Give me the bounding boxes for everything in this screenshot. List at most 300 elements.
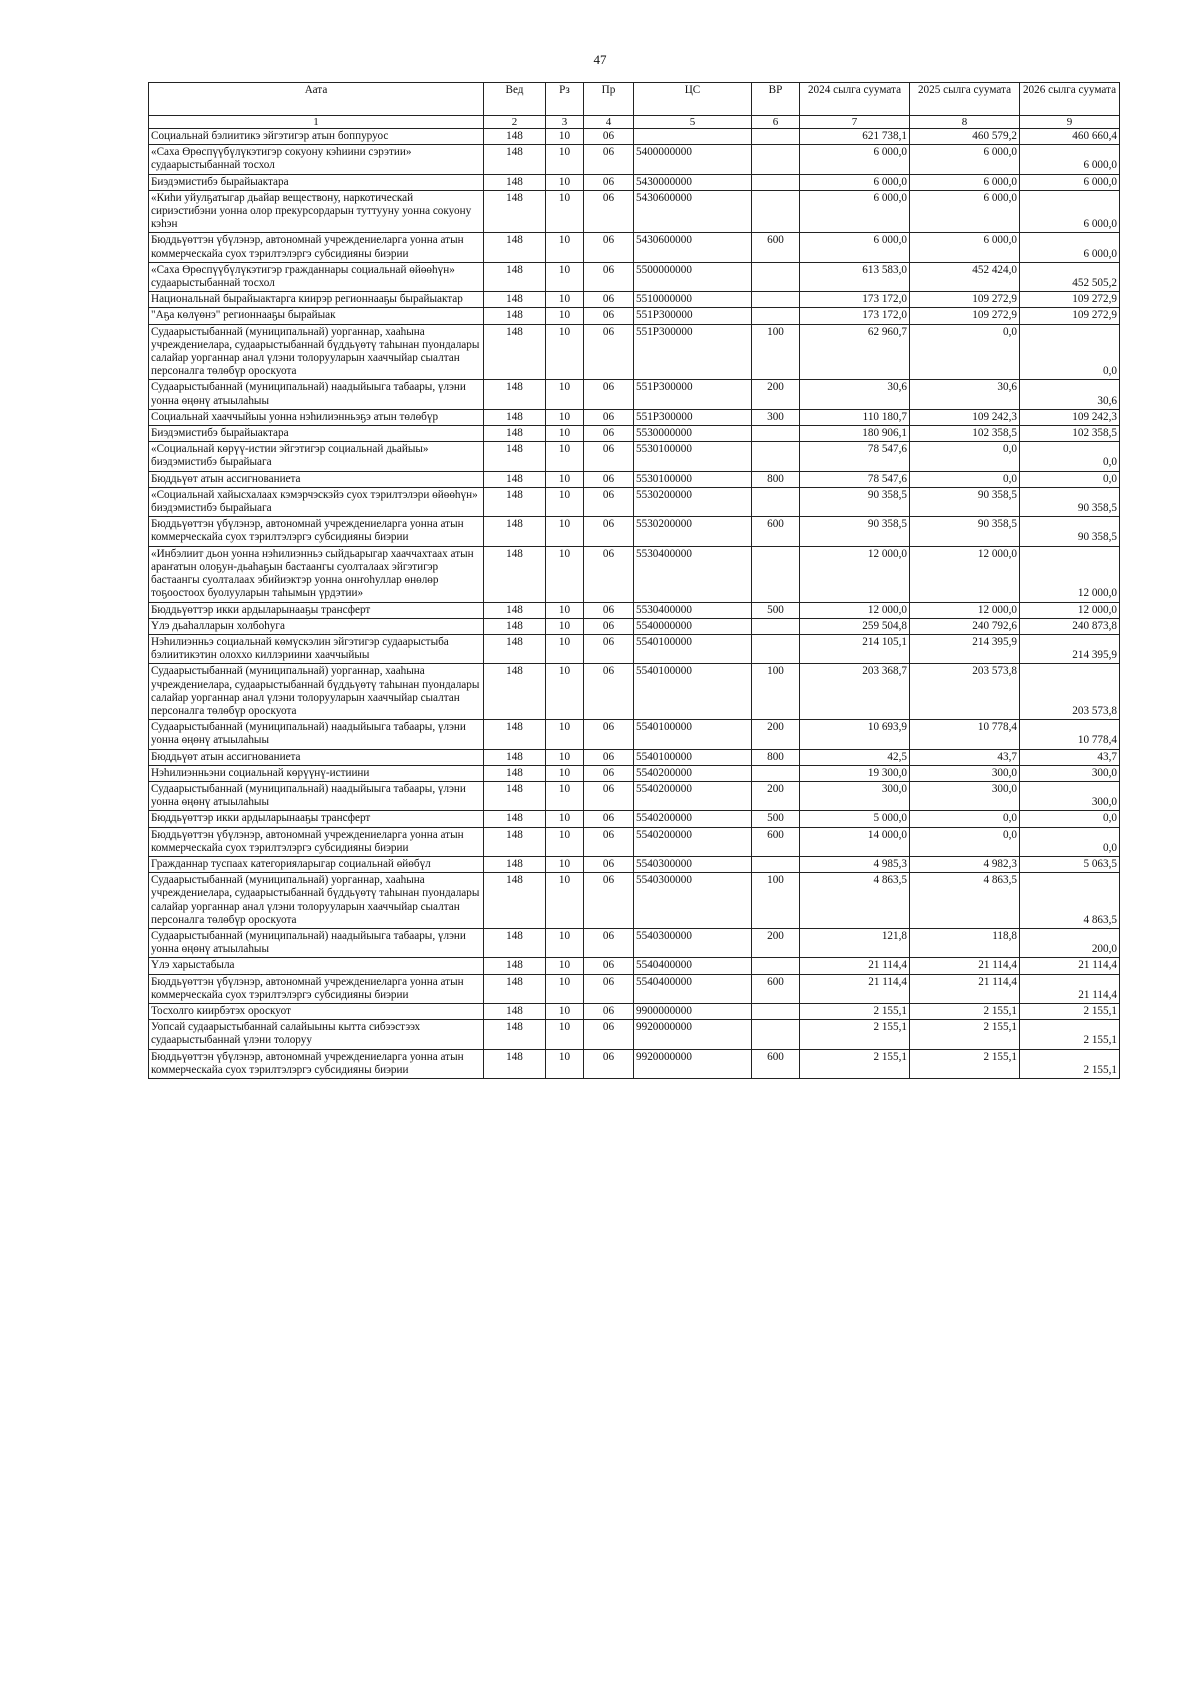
- row-amount-2024: 2 155,1: [800, 1020, 910, 1049]
- table-row: [149, 442, 1120, 471]
- row-amount-2025: 109 272,9: [910, 308, 1020, 324]
- row-name: Бюддьүөттэр икки ардыларынааҕы трансферт: [149, 602, 484, 618]
- row-pr: 06: [584, 602, 634, 618]
- row-rz: 10: [546, 811, 584, 827]
- row-amount-2024: 14 000,0: [800, 827, 910, 856]
- row-ved: 148: [484, 487, 546, 516]
- row-rz: 10: [546, 233, 584, 262]
- header-cell: Пр: [584, 83, 634, 116]
- row-amount-2026: 240 873,8: [1020, 618, 1120, 634]
- row-vr: 200: [752, 380, 800, 409]
- row-name: Бюддьүөттэн үбүлэнэр, автономнай учреждениеларга уонна атын коммерческайа суох тэрилтэлэргэ субсидияны биэрии: [149, 974, 484, 1003]
- table-row: [149, 426, 1120, 442]
- row-name: «Инбэлиит дьон уонна нэһилиэнньэ сыйдьарыгар хааччахтаах атын араҥатын олоҕун-дьаһаҕын бастаангы суолталаах эйгэтигэр бастаангы суолталаах эбийиэктэр уонна онҥоһуллар өнөлөр тоҕоостоох буолууларын таһымын үрдэтии»: [149, 546, 484, 602]
- row-cs: 5540200000: [634, 811, 752, 827]
- row-ved: 148: [484, 471, 546, 487]
- row-pr: 06: [584, 380, 634, 409]
- row-rz: 10: [546, 1020, 584, 1049]
- budget-table: [148, 82, 1120, 1079]
- column-number: 8: [910, 116, 1020, 129]
- table-row: [149, 781, 1120, 810]
- row-cs: 5430600000: [634, 233, 752, 262]
- row-amount-2024: 173 172,0: [800, 308, 910, 324]
- row-amount-2025: 6 000,0: [910, 233, 1020, 262]
- table-row: [149, 546, 1120, 602]
- row-vr: 600: [752, 517, 800, 546]
- row-amount-2024: 300,0: [800, 781, 910, 810]
- row-amount-2026: 300,0: [1020, 781, 1120, 810]
- row-rz: 10: [546, 928, 584, 957]
- table-body: [149, 129, 1120, 1079]
- row-name: «Социальнай хайысхалаах кэмэрчэскэйэ суох тэрилтэлэри өйөөһүн» биэдэмистибэ бырайыага: [149, 487, 484, 516]
- row-name: Үлэ дьаһалларын холбоһуга: [149, 618, 484, 634]
- row-name: Судаарыстыбаннай (муниципальнай) наадыйыыга табаары, үлэни уонна өңөнү атыылаһыы: [149, 720, 484, 749]
- column-number: 7: [800, 116, 910, 129]
- row-pr: 06: [584, 145, 634, 174]
- row-amount-2026: 2 155,1: [1020, 1003, 1120, 1019]
- row-name: Национальнай бырайыактарга киирэр регионнааҕы бырайыактар: [149, 292, 484, 308]
- row-amount-2026: 0,0: [1020, 324, 1120, 380]
- row-name: Биэдэмистибэ бырайыактара: [149, 426, 484, 442]
- row-vr: [752, 765, 800, 781]
- row-rz: 10: [546, 380, 584, 409]
- row-cs: 5500000000: [634, 262, 752, 291]
- row-ved: 148: [484, 928, 546, 957]
- row-name: Судаарыстыбаннай (муниципальнай) наадыйыыга табаары, үлэни уонна өңөнү атыылаһыы: [149, 781, 484, 810]
- row-pr: 06: [584, 811, 634, 827]
- row-cs: 5400000000: [634, 145, 752, 174]
- row-ved: 148: [484, 380, 546, 409]
- row-ved: 148: [484, 1003, 546, 1019]
- row-name: Гражданнар туспаах категорияларыгар социальнай өйөбүл: [149, 856, 484, 872]
- row-vr: 300: [752, 409, 800, 425]
- table-row: [149, 262, 1120, 291]
- table-row: [149, 634, 1120, 663]
- row-amount-2025: 90 358,5: [910, 517, 1020, 546]
- row-vr: 800: [752, 749, 800, 765]
- row-pr: 06: [584, 517, 634, 546]
- row-name: Нэһилиэнньэни социальнай көрүүнү-истиини: [149, 765, 484, 781]
- column-number: 5: [634, 116, 752, 129]
- row-amount-2026: 2 155,1: [1020, 1020, 1120, 1049]
- row-amount-2026: 109 242,3: [1020, 409, 1120, 425]
- row-vr: [752, 856, 800, 872]
- row-amount-2026: 6 000,0: [1020, 174, 1120, 190]
- row-name: «Саха Өрөспүүбүлүкэтигэр гражданнары социальнай өйөөһүн» судаарыстыбаннай тосхол: [149, 262, 484, 291]
- row-amount-2026: 460 660,4: [1020, 129, 1120, 145]
- row-cs: 5530400000: [634, 546, 752, 602]
- row-cs: 5530400000: [634, 602, 752, 618]
- row-cs: 551P300000: [634, 308, 752, 324]
- table-row: [149, 324, 1120, 380]
- row-ved: 148: [484, 442, 546, 471]
- row-pr: 06: [584, 471, 634, 487]
- row-ved: 148: [484, 720, 546, 749]
- row-amount-2026: 10 778,4: [1020, 720, 1120, 749]
- row-rz: 10: [546, 487, 584, 516]
- row-pr: 06: [584, 190, 634, 233]
- row-pr: 06: [584, 409, 634, 425]
- row-pr: 06: [584, 749, 634, 765]
- row-name: Үлэ харыстабыла: [149, 958, 484, 974]
- row-amount-2026: 5 063,5: [1020, 856, 1120, 872]
- row-cs: 551P300000: [634, 324, 752, 380]
- row-name: Судаарыстыбаннай (муниципальнай) уорганнар, хааһына учреждениелара, судаарыстыбаннай бүддьүөтү таһынан пуондалары салайар уорганнар анал үлэни толорууларын хааччыйар сыалтан персоналга төлөбүр ороскуота: [149, 664, 484, 720]
- row-cs: 5540200000: [634, 781, 752, 810]
- row-cs: 5540000000: [634, 618, 752, 634]
- row-rz: 10: [546, 145, 584, 174]
- row-amount-2025: 109 242,3: [910, 409, 1020, 425]
- row-amount-2024: 4 863,5: [800, 873, 910, 929]
- row-cs: 5530000000: [634, 426, 752, 442]
- row-vr: 100: [752, 664, 800, 720]
- row-amount-2026: 43,7: [1020, 749, 1120, 765]
- row-amount-2024: 62 960,7: [800, 324, 910, 380]
- row-pr: 06: [584, 664, 634, 720]
- row-amount-2026: 90 358,5: [1020, 487, 1120, 516]
- row-amount-2026: 200,0: [1020, 928, 1120, 957]
- row-rz: 10: [546, 602, 584, 618]
- row-ved: 148: [484, 827, 546, 856]
- row-name: "Аҕа көлүөнэ" регионнааҕы бырайыак: [149, 308, 484, 324]
- row-name: Бюддьүөт атын ассигнованиета: [149, 749, 484, 765]
- row-amount-2024: 90 358,5: [800, 517, 910, 546]
- row-vr: [752, 618, 800, 634]
- row-cs: 5430600000: [634, 190, 752, 233]
- row-amount-2025: 214 395,9: [910, 634, 1020, 663]
- row-vr: [752, 308, 800, 324]
- table-row: [149, 487, 1120, 516]
- row-amount-2025: 460 579,2: [910, 129, 1020, 145]
- column-number: 9: [1020, 116, 1120, 129]
- row-rz: 10: [546, 958, 584, 974]
- row-amount-2025: 300,0: [910, 765, 1020, 781]
- row-amount-2026: 6 000,0: [1020, 145, 1120, 174]
- row-ved: 148: [484, 602, 546, 618]
- row-vr: [752, 129, 800, 145]
- row-amount-2025: 118,8: [910, 928, 1020, 957]
- row-vr: 600: [752, 1049, 800, 1078]
- row-amount-2026: 6 000,0: [1020, 190, 1120, 233]
- row-amount-2024: 203 368,7: [800, 664, 910, 720]
- row-cs: 9920000000: [634, 1049, 752, 1078]
- row-vr: [752, 174, 800, 190]
- header-row: [149, 83, 1120, 116]
- row-amount-2026: 12 000,0: [1020, 546, 1120, 602]
- row-rz: 10: [546, 873, 584, 929]
- row-amount-2024: 21 114,4: [800, 974, 910, 1003]
- row-name: Бюддьүөттэн үбүлэнэр, автономнай учреждениеларга уонна атын коммерческайа суох тэрилтэлэргэ субсидияны биэрии: [149, 233, 484, 262]
- row-amount-2025: 0,0: [910, 442, 1020, 471]
- row-amount-2024: 613 583,0: [800, 262, 910, 291]
- row-amount-2024: 214 105,1: [800, 634, 910, 663]
- row-name: Бюддьүөттэн үбүлэнэр, автономнай учреждениеларга уонна атын коммерческайа суох тэрилтэлэргэ субсидияны биэрии: [149, 827, 484, 856]
- row-pr: 06: [584, 308, 634, 324]
- table-row: [149, 811, 1120, 827]
- row-amount-2025: 0,0: [910, 471, 1020, 487]
- table-row: [149, 928, 1120, 957]
- row-pr: 06: [584, 324, 634, 380]
- row-amount-2024: 4 985,3: [800, 856, 910, 872]
- row-vr: [752, 487, 800, 516]
- row-vr: [752, 1003, 800, 1019]
- row-rz: 10: [546, 190, 584, 233]
- row-vr: [752, 442, 800, 471]
- row-rz: 10: [546, 442, 584, 471]
- row-vr: [752, 634, 800, 663]
- row-amount-2024: 19 300,0: [800, 765, 910, 781]
- row-cs: 5530200000: [634, 487, 752, 516]
- row-vr: [752, 292, 800, 308]
- row-amount-2024: 10 693,9: [800, 720, 910, 749]
- row-vr: 200: [752, 781, 800, 810]
- row-amount-2024: 6 000,0: [800, 145, 910, 174]
- row-rz: 10: [546, 765, 584, 781]
- table-row: [149, 409, 1120, 425]
- column-number-row: [149, 116, 1120, 129]
- row-name: «Саха Өрөспүүбүлүкэтигэр сокуону кэһиини сэрэтии» судаарыстыбаннай тосхол: [149, 145, 484, 174]
- row-pr: 06: [584, 129, 634, 145]
- row-amount-2026: 90 358,5: [1020, 517, 1120, 546]
- row-amount-2025: 21 114,4: [910, 958, 1020, 974]
- column-number: 4: [584, 116, 634, 129]
- row-cs: 5540400000: [634, 958, 752, 974]
- row-pr: 06: [584, 442, 634, 471]
- row-amount-2025: 30,6: [910, 380, 1020, 409]
- table-row: [149, 1020, 1120, 1049]
- row-ved: 148: [484, 324, 546, 380]
- row-ved: 148: [484, 145, 546, 174]
- row-vr: 600: [752, 233, 800, 262]
- header-cell: ЦС: [634, 83, 752, 116]
- row-amount-2024: 6 000,0: [800, 174, 910, 190]
- table-row: [149, 292, 1120, 308]
- row-amount-2025: 102 358,5: [910, 426, 1020, 442]
- row-amount-2024: 2 155,1: [800, 1003, 910, 1019]
- row-amount-2026: 4 863,5: [1020, 873, 1120, 929]
- row-rz: 10: [546, 781, 584, 810]
- row-rz: 10: [546, 426, 584, 442]
- row-amount-2026: 6 000,0: [1020, 233, 1120, 262]
- row-pr: 06: [584, 974, 634, 1003]
- table-row: [149, 958, 1120, 974]
- row-pr: 06: [584, 1003, 634, 1019]
- table-row: [149, 471, 1120, 487]
- table-row: [149, 517, 1120, 546]
- row-name: Судаарыстыбаннай (муниципальнай) наадыйыыга табаары, үлэни уонна өңөнү атыылаһыы: [149, 928, 484, 957]
- row-pr: 06: [584, 426, 634, 442]
- row-amount-2024: 110 180,7: [800, 409, 910, 425]
- row-name: Биэдэмистибэ бырайыактара: [149, 174, 484, 190]
- row-ved: 148: [484, 426, 546, 442]
- row-amount-2024: 621 738,1: [800, 129, 910, 145]
- row-amount-2025: 0,0: [910, 827, 1020, 856]
- row-amount-2025: 10 778,4: [910, 720, 1020, 749]
- row-vr: [752, 1020, 800, 1049]
- row-amount-2026: 21 114,4: [1020, 958, 1120, 974]
- row-amount-2024: 30,6: [800, 380, 910, 409]
- row-rz: 10: [546, 129, 584, 145]
- row-amount-2026: 12 000,0: [1020, 602, 1120, 618]
- row-pr: 06: [584, 174, 634, 190]
- row-amount-2026: 0,0: [1020, 811, 1120, 827]
- row-ved: 148: [484, 190, 546, 233]
- row-pr: 06: [584, 1049, 634, 1078]
- row-name: Уопсай судаарыстыбаннай салайыыны кытта сибээстээх судаарыстыбаннай үлэни толоруу: [149, 1020, 484, 1049]
- row-pr: 06: [584, 928, 634, 957]
- row-rz: 10: [546, 262, 584, 291]
- row-pr: 06: [584, 292, 634, 308]
- table-row: [149, 720, 1120, 749]
- row-vr: 200: [752, 928, 800, 957]
- row-ved: 148: [484, 765, 546, 781]
- row-name: Социальнай бэлиитикэ эйгэтигэр атын боппуруос: [149, 129, 484, 145]
- header-cell: Аата: [149, 83, 484, 116]
- row-rz: 10: [546, 308, 584, 324]
- table-row: [149, 174, 1120, 190]
- row-cs: 5540100000: [634, 749, 752, 765]
- row-cs: 5540300000: [634, 873, 752, 929]
- table-row: [149, 602, 1120, 618]
- row-rz: 10: [546, 720, 584, 749]
- row-ved: 148: [484, 664, 546, 720]
- row-vr: 100: [752, 324, 800, 380]
- row-cs: 5540300000: [634, 928, 752, 957]
- column-number: 1: [149, 116, 484, 129]
- row-amount-2024: 2 155,1: [800, 1049, 910, 1078]
- row-ved: 148: [484, 308, 546, 324]
- row-amount-2025: 43,7: [910, 749, 1020, 765]
- row-rz: 10: [546, 546, 584, 602]
- row-name: «Киһи уйулҕатыгар дьайар веществону, наркотическай сириэстибэни уонна олор прекурсордарын туттууну уонна сокуону кэһэн: [149, 190, 484, 233]
- row-cs: 5430000000: [634, 174, 752, 190]
- table-row: [149, 827, 1120, 856]
- row-rz: 10: [546, 517, 584, 546]
- row-ved: 148: [484, 958, 546, 974]
- row-vr: [752, 426, 800, 442]
- row-pr: 06: [584, 720, 634, 749]
- row-vr: 200: [752, 720, 800, 749]
- row-vr: 500: [752, 811, 800, 827]
- column-number: 6: [752, 116, 800, 129]
- header-cell: 2026 сылга суумата: [1020, 83, 1120, 116]
- row-vr: 800: [752, 471, 800, 487]
- row-vr: [752, 262, 800, 291]
- row-pr: 06: [584, 827, 634, 856]
- row-name: «Социальнай көрүү-истии эйгэтигэр социальнай дьайыы» биэдэмистибэ бырайыага: [149, 442, 484, 471]
- row-amount-2025: 90 358,5: [910, 487, 1020, 516]
- row-pr: 06: [584, 262, 634, 291]
- row-ved: 148: [484, 129, 546, 145]
- row-amount-2024: 90 358,5: [800, 487, 910, 516]
- row-pr: 06: [584, 546, 634, 602]
- row-amount-2025: 203 573,8: [910, 664, 1020, 720]
- header-cell: Рз: [546, 83, 584, 116]
- row-amount-2024: 121,8: [800, 928, 910, 957]
- row-pr: 06: [584, 634, 634, 663]
- row-rz: 10: [546, 174, 584, 190]
- row-ved: 148: [484, 811, 546, 827]
- row-ved: 148: [484, 1020, 546, 1049]
- row-amount-2025: 6 000,0: [910, 174, 1020, 190]
- row-ved: 148: [484, 781, 546, 810]
- table-row: [149, 308, 1120, 324]
- row-ved: 148: [484, 618, 546, 634]
- table-row: [149, 190, 1120, 233]
- row-rz: 10: [546, 1003, 584, 1019]
- row-cs: 5540400000: [634, 974, 752, 1003]
- row-cs: 5540100000: [634, 720, 752, 749]
- row-amount-2025: 240 792,6: [910, 618, 1020, 634]
- row-name: Бюддьүөттэр икки ардыларынааҕы трансферт: [149, 811, 484, 827]
- table-row: [149, 1049, 1120, 1078]
- row-rz: 10: [546, 324, 584, 380]
- row-rz: 10: [546, 292, 584, 308]
- row-ved: 148: [484, 749, 546, 765]
- row-ved: 148: [484, 856, 546, 872]
- table-row: [149, 380, 1120, 409]
- row-amount-2024: 78 547,6: [800, 442, 910, 471]
- row-ved: 148: [484, 409, 546, 425]
- table-row: [149, 145, 1120, 174]
- row-amount-2025: 300,0: [910, 781, 1020, 810]
- row-pr: 06: [584, 233, 634, 262]
- row-cs: 5530200000: [634, 517, 752, 546]
- row-vr: [752, 190, 800, 233]
- row-amount-2026: 300,0: [1020, 765, 1120, 781]
- row-name: Судаарыстыбаннай (муниципальнай) уорганнар, хааһына учреждениелара, судаарыстыбаннай бүддьүөтү таһынан пуондалары салайар уорганнар анал үлэни толорууларын хааччыйар сыалтан персоналга төлөбүр ороскуота: [149, 324, 484, 380]
- header-cell: Вед: [484, 83, 546, 116]
- row-rz: 10: [546, 1049, 584, 1078]
- row-amount-2025: 21 114,4: [910, 974, 1020, 1003]
- row-cs: 5540300000: [634, 856, 752, 872]
- row-cs: 5530100000: [634, 442, 752, 471]
- row-rz: 10: [546, 634, 584, 663]
- row-amount-2025: 2 155,1: [910, 1020, 1020, 1049]
- row-amount-2026: 2 155,1: [1020, 1049, 1120, 1078]
- row-pr: 06: [584, 487, 634, 516]
- row-vr: [752, 546, 800, 602]
- row-vr: 100: [752, 873, 800, 929]
- row-ved: 148: [484, 233, 546, 262]
- row-pr: 06: [584, 765, 634, 781]
- row-name: Социальнай хааччыйыы уонна нэһилиэнньэҕэ атын төлөбүр: [149, 409, 484, 425]
- row-amount-2024: 5 000,0: [800, 811, 910, 827]
- row-amount-2025: 4 982,3: [910, 856, 1020, 872]
- table-row: [149, 618, 1120, 634]
- row-name: Бюддьүөт атын ассигнованиета: [149, 471, 484, 487]
- row-amount-2024: 12 000,0: [800, 546, 910, 602]
- row-amount-2026: 452 505,2: [1020, 262, 1120, 291]
- row-name: Нэһилиэнньэ социальнай көмүскэлин эйгэтигэр судаарыстыба бэлиитикэтин олоххо киллэриини хааччыйыы: [149, 634, 484, 663]
- row-pr: 06: [584, 1020, 634, 1049]
- row-cs: 5540100000: [634, 664, 752, 720]
- row-rz: 10: [546, 974, 584, 1003]
- row-amount-2024: 259 504,8: [800, 618, 910, 634]
- row-amount-2024: 6 000,0: [800, 190, 910, 233]
- row-ved: 148: [484, 634, 546, 663]
- table-row: [149, 664, 1120, 720]
- row-amount-2026: 203 573,8: [1020, 664, 1120, 720]
- row-amount-2026: 102 358,5: [1020, 426, 1120, 442]
- row-amount-2025: 6 000,0: [910, 190, 1020, 233]
- page-number: 47: [593, 52, 607, 67]
- row-amount-2024: 12 000,0: [800, 602, 910, 618]
- row-amount-2025: 109 272,9: [910, 292, 1020, 308]
- row-amount-2024: 173 172,0: [800, 292, 910, 308]
- row-vr: 600: [752, 827, 800, 856]
- row-amount-2025: 2 155,1: [910, 1003, 1020, 1019]
